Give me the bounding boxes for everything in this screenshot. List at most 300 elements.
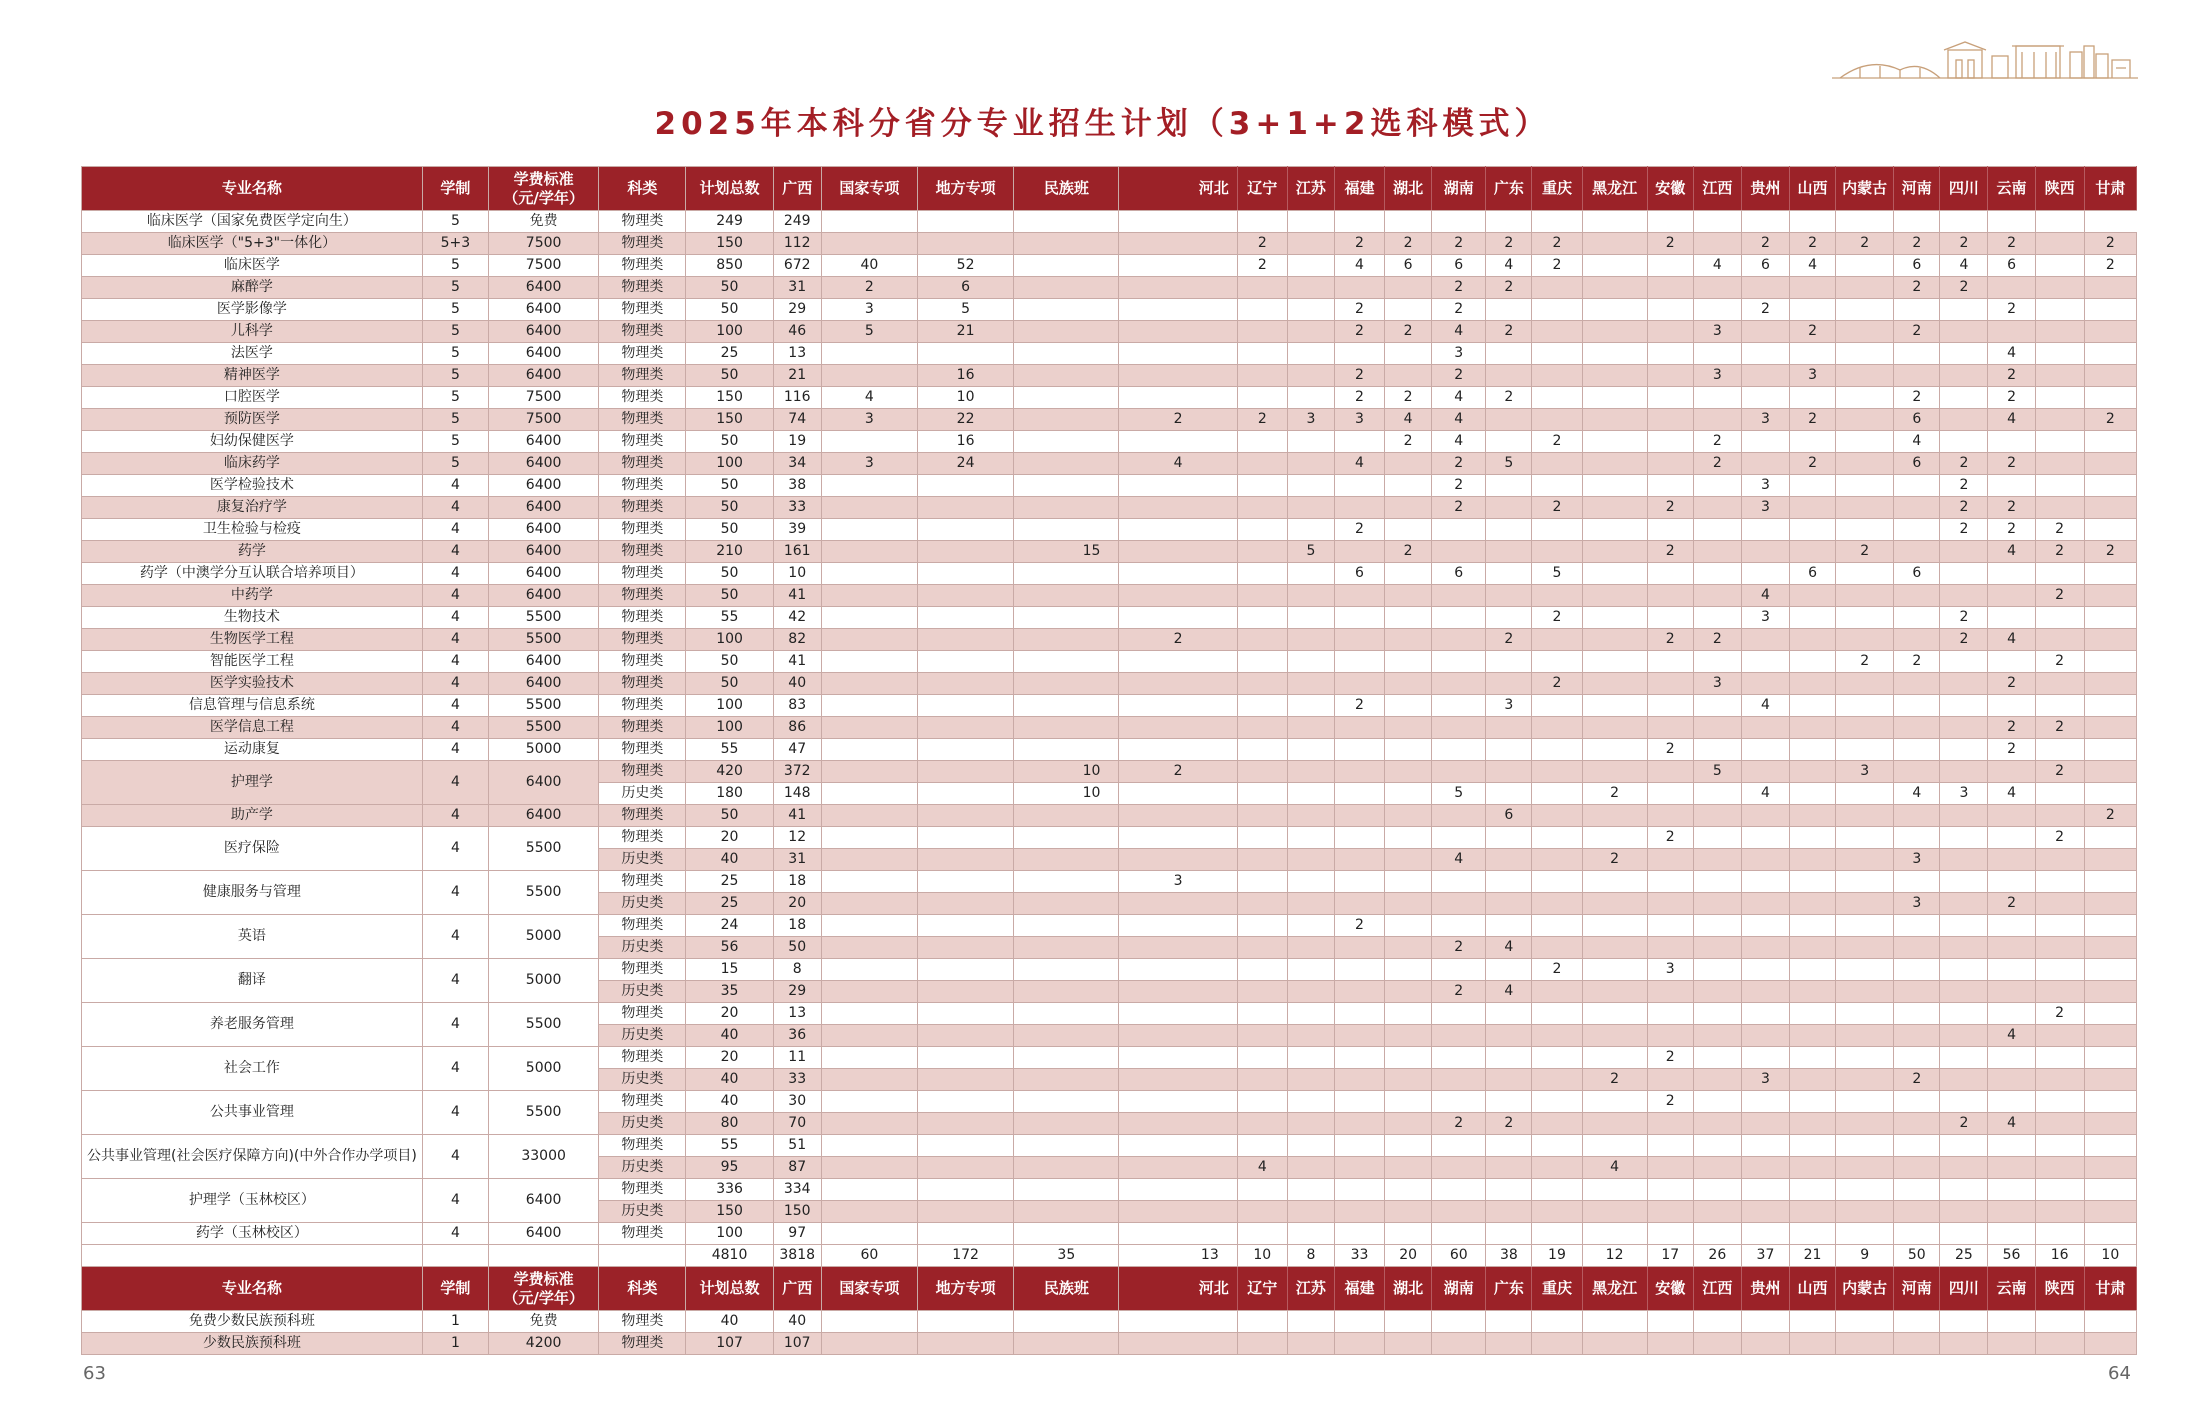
data-cell (1836, 827, 1894, 849)
data-cell (1647, 1113, 1693, 1135)
table-row (82, 585, 2137, 607)
data-cell (1237, 805, 1287, 827)
table-row (82, 673, 2137, 695)
data-cell (1836, 431, 1894, 453)
data-cell (1894, 585, 1940, 607)
data-cell: 2 (1237, 255, 1287, 277)
data-cell (1693, 717, 1741, 739)
data-cell (1532, 211, 1582, 233)
data-cell: 6 (1385, 255, 1432, 277)
data-cell (1334, 893, 1384, 915)
data-cell (1790, 1025, 1836, 1047)
data-cell (1647, 1201, 1693, 1223)
data-cell (1532, 1223, 1582, 1245)
data-cell: 3 (1790, 365, 1836, 387)
column-header: 广西 (773, 167, 821, 211)
data-cell (2084, 739, 2136, 761)
data-cell (1237, 1091, 1287, 1113)
data-cell (1582, 387, 1647, 409)
data-cell (1486, 783, 1532, 805)
data-cell (1647, 673, 1693, 695)
data-cell (1940, 1179, 1988, 1201)
data-cell: 2 (1790, 233, 1836, 255)
data-cell (1647, 519, 1693, 541)
data-cell (2084, 827, 2136, 849)
data-cell (1582, 1113, 1647, 1135)
data-cell (2035, 805, 2084, 827)
data-cell: 3 (1836, 761, 1894, 783)
data-cell (1741, 959, 1789, 981)
data-cell (1287, 585, 1334, 607)
data-cell (1432, 1025, 1486, 1047)
data-cell (1486, 1047, 1532, 1069)
data-cell (917, 1047, 1013, 1069)
data-cell (1693, 211, 1741, 233)
data-cell: 21 (917, 321, 1013, 343)
data-cell (2035, 1311, 2084, 1333)
years-cell: 5 (422, 321, 488, 343)
data-cell (1582, 1003, 1647, 1025)
data-cell (1988, 1311, 2035, 1333)
data-cell: 2 (1582, 849, 1647, 871)
data-cell (1334, 1135, 1384, 1157)
total-cell: 8 (1287, 1245, 1334, 1267)
data-cell: 3 (1693, 673, 1741, 695)
data-cell: 2 (1988, 365, 2035, 387)
data-cell: 41 (773, 805, 821, 827)
column-header: 河北 (1119, 167, 1237, 211)
data-cell (1334, 651, 1384, 673)
data-cell (2084, 629, 2136, 651)
data-cell: 6 (1790, 563, 1836, 585)
data-cell: 10 (773, 563, 821, 585)
data-cell (1334, 1333, 1384, 1355)
data-cell: 2 (1432, 981, 1486, 1003)
data-cell (1486, 827, 1532, 849)
data-cell: 2 (1988, 299, 2035, 321)
data-cell (1432, 915, 1486, 937)
major-name: 健康服务与管理 (82, 871, 423, 915)
column-header: 陕西 (2035, 1267, 2084, 1311)
data-cell (1287, 959, 1334, 981)
major-name: 社会工作 (82, 1047, 423, 1091)
data-cell: 2 (1894, 277, 1940, 299)
data-cell (1385, 1223, 1432, 1245)
data-cell: 39 (773, 519, 821, 541)
data-cell (1741, 1047, 1789, 1069)
data-cell: 2 (1432, 365, 1486, 387)
data-cell: 50 (686, 805, 773, 827)
data-cell (1119, 717, 1237, 739)
data-cell (1790, 299, 1836, 321)
data-cell (1940, 387, 1988, 409)
data-cell (917, 585, 1013, 607)
data-cell (1988, 805, 2035, 827)
data-cell (1647, 365, 1693, 387)
data-cell (1385, 563, 1432, 585)
data-cell: 47 (773, 739, 821, 761)
data-cell (2084, 497, 2136, 519)
data-cell: 6 (1741, 255, 1789, 277)
data-cell: 2 (1647, 1091, 1693, 1113)
years-cell: 5 (422, 211, 488, 233)
data-cell (1693, 607, 1741, 629)
data-cell (1741, 1311, 1789, 1333)
data-cell (1693, 541, 1741, 563)
data-cell: 2 (1385, 233, 1432, 255)
data-cell (1741, 1025, 1789, 1047)
data-cell (1237, 651, 1287, 673)
data-cell (1334, 805, 1384, 827)
data-cell: 物理类 (599, 365, 686, 387)
data-cell (1693, 695, 1741, 717)
data-cell (1334, 673, 1384, 695)
data-cell (1741, 673, 1789, 695)
major-name: 生物医学工程 (82, 629, 423, 651)
data-cell (917, 849, 1013, 871)
data-cell (1385, 1113, 1432, 1135)
data-cell: 4 (1988, 409, 2035, 431)
data-cell: 74 (773, 409, 821, 431)
data-cell (1988, 1179, 2035, 1201)
data-cell: 3 (1693, 321, 1741, 343)
data-cell: 3 (1940, 783, 1988, 805)
data-cell (1287, 343, 1334, 365)
data-cell (2084, 937, 2136, 959)
data-cell (1647, 585, 1693, 607)
total-cell: 60 (1432, 1245, 1486, 1267)
data-cell (1790, 431, 1836, 453)
data-cell (1385, 1311, 1432, 1333)
column-header: 科类 (599, 167, 686, 211)
fee-cell: 6400 (488, 805, 598, 827)
data-cell (1940, 1157, 1988, 1179)
data-cell: 3 (1486, 695, 1532, 717)
data-cell (2084, 1069, 2136, 1091)
data-cell (1940, 211, 1988, 233)
data-cell: 13 (773, 343, 821, 365)
data-cell: 4 (1432, 431, 1486, 453)
data-cell (1836, 211, 1894, 233)
data-cell (1741, 1003, 1789, 1025)
data-cell (917, 739, 1013, 761)
data-cell: 18 (773, 915, 821, 937)
data-cell: 2 (1988, 453, 2035, 475)
data-cell: 2 (1432, 497, 1486, 519)
data-cell (1287, 915, 1334, 937)
data-cell (1432, 1333, 1486, 1355)
data-cell (1237, 827, 1287, 849)
data-cell (1693, 739, 1741, 761)
data-cell (1014, 497, 1119, 519)
data-cell: 40 (773, 673, 821, 695)
data-cell (917, 1223, 1013, 1245)
data-cell (1582, 805, 1647, 827)
data-cell (1741, 893, 1789, 915)
table-row (82, 629, 2137, 651)
data-cell: 2 (1582, 1069, 1647, 1091)
data-cell: 2 (1486, 233, 1532, 255)
data-cell: 4 (1988, 1025, 2035, 1047)
data-cell (2035, 1135, 2084, 1157)
data-cell (917, 211, 1013, 233)
data-cell: 4 (1119, 453, 1237, 475)
data-cell (2035, 387, 2084, 409)
data-cell: 420 (686, 761, 773, 783)
data-cell (1486, 1179, 1532, 1201)
data-cell (1693, 783, 1741, 805)
data-cell (1894, 607, 1940, 629)
table-row (82, 651, 2137, 673)
data-cell: 33 (773, 1069, 821, 1091)
data-cell (1693, 1333, 1741, 1355)
data-cell (1582, 893, 1647, 915)
table-row (82, 299, 2137, 321)
data-cell: 4 (1693, 255, 1741, 277)
data-cell (1647, 761, 1693, 783)
data-cell (1693, 343, 1741, 365)
data-cell (1486, 541, 1532, 563)
data-cell (1014, 695, 1119, 717)
fee-cell: 6400 (488, 453, 598, 475)
data-cell: 3 (1894, 893, 1940, 915)
column-header: 安徽 (1647, 167, 1693, 211)
data-cell (2084, 1091, 2136, 1113)
data-cell (1385, 497, 1432, 519)
data-cell (1582, 1091, 1647, 1113)
data-cell (1486, 739, 1532, 761)
data-cell (1582, 937, 1647, 959)
data-cell: 161 (773, 541, 821, 563)
data-cell (1940, 717, 1988, 739)
data-cell: 40 (686, 1025, 773, 1047)
data-cell (1988, 563, 2035, 585)
data-cell (1119, 849, 1237, 871)
data-cell (917, 1113, 1013, 1135)
data-cell (1741, 387, 1789, 409)
data-cell: 2 (1940, 475, 1988, 497)
data-cell (821, 1201, 917, 1223)
data-cell (1582, 365, 1647, 387)
data-cell (1790, 277, 1836, 299)
data-cell (1486, 1311, 1532, 1333)
data-cell (1385, 959, 1432, 981)
data-cell: 2 (1334, 365, 1384, 387)
data-cell (1693, 805, 1741, 827)
data-cell: 210 (686, 541, 773, 563)
data-cell (1432, 717, 1486, 739)
data-cell (1532, 805, 1582, 827)
data-cell (1647, 321, 1693, 343)
data-cell: 历史类 (599, 1201, 686, 1223)
data-cell (1237, 497, 1287, 519)
data-cell (1432, 1003, 1486, 1025)
data-cell (1582, 299, 1647, 321)
column-header: 福建 (1334, 1267, 1384, 1311)
data-cell (1432, 805, 1486, 827)
data-cell (1894, 1091, 1940, 1113)
years-cell: 4 (422, 563, 488, 585)
data-cell (1432, 1223, 1486, 1245)
data-cell (1486, 1003, 1532, 1025)
data-cell (1940, 1333, 1988, 1355)
major-name: 医学影像学 (82, 299, 423, 321)
data-cell (1119, 1113, 1237, 1135)
data-cell (1385, 739, 1432, 761)
data-cell (1790, 1311, 1836, 1333)
fee-cell: 7500 (488, 255, 598, 277)
data-cell (1741, 1091, 1789, 1113)
data-cell (1836, 1113, 1894, 1135)
data-cell: 4 (1988, 1113, 2035, 1135)
data-cell: 6 (1334, 563, 1384, 585)
data-cell (1790, 783, 1836, 805)
data-cell (1836, 629, 1894, 651)
data-cell (1647, 563, 1693, 585)
data-cell (1582, 519, 1647, 541)
data-cell: 4 (1741, 695, 1789, 717)
table-row (82, 387, 2137, 409)
data-cell (1237, 959, 1287, 981)
empty-cell (488, 1245, 598, 1267)
data-cell: 24 (686, 915, 773, 937)
years-cell: 4 (422, 717, 488, 739)
data-cell: 34 (773, 453, 821, 475)
data-cell: 物理类 (599, 717, 686, 739)
data-cell (1237, 1333, 1287, 1355)
table-row (82, 277, 2137, 299)
data-cell: 2 (1988, 233, 2035, 255)
data-cell: 2 (2035, 827, 2084, 849)
data-cell (1582, 1201, 1647, 1223)
data-cell (2084, 1157, 2136, 1179)
data-cell (1790, 629, 1836, 651)
data-cell (1287, 651, 1334, 673)
data-cell: 116 (773, 387, 821, 409)
column-header: 福建 (1334, 167, 1384, 211)
data-cell: 13 (773, 1003, 821, 1025)
data-cell: 372 (773, 761, 821, 783)
data-cell (1647, 893, 1693, 915)
column-header: 江苏 (1287, 1267, 1334, 1311)
data-cell: 5 (1532, 563, 1582, 585)
data-cell (1790, 1179, 1836, 1201)
data-cell: 50 (686, 475, 773, 497)
data-cell: 物理类 (599, 1333, 686, 1355)
data-cell (1790, 937, 1836, 959)
data-cell: 850 (686, 255, 773, 277)
data-cell (1894, 475, 1940, 497)
data-cell (2035, 783, 2084, 805)
data-cell (1836, 343, 1894, 365)
data-cell (1988, 871, 2035, 893)
data-cell: 2 (1432, 299, 1486, 321)
years-cell: 5 (422, 255, 488, 277)
data-cell (1119, 1091, 1237, 1113)
data-cell: 2 (1836, 541, 1894, 563)
data-cell: 50 (686, 365, 773, 387)
data-cell (1940, 299, 1988, 321)
data-cell: 4 (1432, 409, 1486, 431)
data-cell (1647, 1311, 1693, 1333)
data-cell (1988, 1333, 2035, 1355)
data-cell: 25 (686, 343, 773, 365)
data-cell: 100 (686, 1223, 773, 1245)
building-illustration (1830, 38, 2140, 82)
data-cell: 3 (1287, 409, 1334, 431)
data-cell (1385, 519, 1432, 541)
data-cell (1582, 717, 1647, 739)
data-cell: 55 (686, 607, 773, 629)
data-cell (1119, 937, 1237, 959)
data-cell (1647, 937, 1693, 959)
data-cell (1119, 277, 1237, 299)
fee-cell: 6400 (488, 1179, 598, 1223)
data-cell: 2 (1486, 321, 1532, 343)
header-row (82, 167, 2137, 211)
data-cell (1287, 673, 1334, 695)
data-cell (1836, 607, 1894, 629)
data-cell (1237, 1223, 1287, 1245)
data-cell (1334, 827, 1384, 849)
data-cell (1741, 805, 1789, 827)
fee-cell: 5000 (488, 959, 598, 1003)
table-row (82, 1179, 2137, 1201)
column-header: 学费标准 （元/学年） (488, 1267, 598, 1311)
fee-cell: 5000 (488, 1047, 598, 1091)
data-cell: 历史类 (599, 981, 686, 1003)
data-cell (1790, 893, 1836, 915)
data-cell (1790, 915, 1836, 937)
data-cell (1582, 915, 1647, 937)
data-cell (1385, 299, 1432, 321)
major-name: 精神医学 (82, 365, 423, 387)
fee-cell: 6400 (488, 761, 598, 805)
data-cell (1988, 1091, 2035, 1113)
data-cell (1237, 541, 1287, 563)
data-cell (1741, 1201, 1789, 1223)
data-cell (1988, 1135, 2035, 1157)
data-cell (1988, 761, 2035, 783)
table-row (82, 321, 2137, 343)
data-cell (1334, 585, 1384, 607)
data-cell: 95 (686, 1157, 773, 1179)
data-cell (1582, 343, 1647, 365)
data-cell (1940, 651, 1988, 673)
data-cell (917, 761, 1013, 783)
data-cell (917, 1201, 1013, 1223)
data-cell (2035, 1113, 2084, 1135)
data-cell: 55 (686, 739, 773, 761)
data-cell (1836, 255, 1894, 277)
data-cell: 2 (1693, 453, 1741, 475)
data-cell (1385, 651, 1432, 673)
data-cell (1988, 981, 2035, 1003)
data-cell (1119, 255, 1237, 277)
data-cell: 21 (773, 365, 821, 387)
data-cell (1894, 1223, 1940, 1245)
data-cell: 19 (773, 431, 821, 453)
column-header: 内蒙古 (1836, 1267, 1894, 1311)
data-cell (1741, 937, 1789, 959)
data-cell (1237, 673, 1287, 695)
data-cell: 2 (1940, 453, 1988, 475)
data-cell (1647, 211, 1693, 233)
data-cell: 2 (1119, 761, 1237, 783)
data-cell (1741, 277, 1789, 299)
data-cell (1582, 827, 1647, 849)
data-cell (1014, 1113, 1119, 1135)
